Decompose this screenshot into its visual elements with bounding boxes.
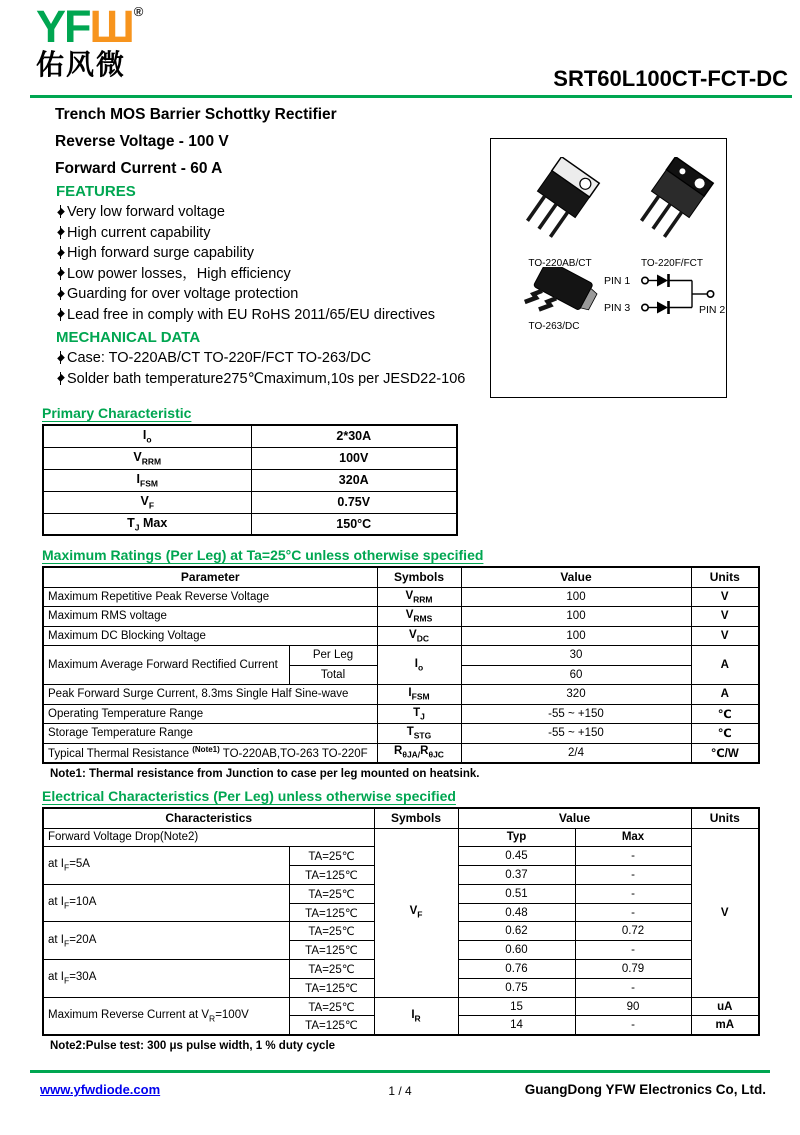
ta-cell: TA=25℃	[289, 847, 374, 866]
sym-base: V	[409, 905, 418, 918]
sym-sub: F	[148, 500, 155, 511]
units-cell: A	[691, 646, 759, 685]
units-cell: V	[691, 828, 759, 997]
typ-cell: 0.75	[458, 978, 575, 997]
value-cell: 100	[461, 607, 691, 627]
sym-base: T	[406, 726, 414, 739]
value-cell: 320A	[251, 469, 457, 491]
pin2-terminal	[707, 291, 713, 297]
symbol-cell	[43, 447, 251, 469]
note1-text: Note1: Thermal resistance from Junction to case per leg mounted on heatsink.	[50, 767, 480, 780]
ta-cell: TA=125℃	[289, 866, 374, 885]
typ-cell: 15	[458, 997, 575, 1016]
label-after: =100V	[215, 1008, 249, 1021]
list-item	[56, 305, 496, 326]
condition-cell	[43, 847, 289, 885]
symbol-cell	[377, 587, 461, 607]
max-cell: -	[575, 884, 691, 903]
sym-sub: J	[420, 710, 425, 721]
list-item	[56, 264, 496, 285]
table-row	[43, 607, 759, 627]
cond-after: =5A	[69, 858, 90, 871]
symbol-cell	[43, 469, 251, 491]
intro-section	[55, 106, 337, 187]
symbol-cell	[377, 646, 461, 685]
cond-sub: F	[63, 975, 70, 986]
value-cell: -55 ~ +150	[461, 704, 691, 724]
sym-sub: θJC	[428, 749, 444, 760]
part-number-title: SRT60L100CT-FCT-DC	[553, 66, 788, 91]
value-header: Value	[461, 567, 691, 587]
to-263-package-image	[505, 267, 615, 329]
reverse-voltage-line: Reverse Voltage - 100 V	[55, 133, 229, 150]
symbol-cell	[43, 513, 251, 535]
max-cell: -	[575, 941, 691, 960]
typ-subheader: Typ	[458, 828, 575, 847]
pin1-terminal	[642, 277, 648, 283]
sym-sub: FSM	[411, 691, 430, 702]
sym-sub: FSM	[140, 478, 158, 489]
ta-cell: TA=125℃	[289, 941, 374, 960]
condition-cell: Per Leg	[289, 646, 377, 666]
package-diagram-box	[490, 138, 727, 398]
max-cell: -	[575, 1016, 691, 1035]
table-row	[43, 425, 457, 447]
cond-sub: F	[63, 900, 70, 911]
table-row	[43, 513, 457, 535]
diamond-bullet-icon	[56, 246, 65, 259]
list-item	[56, 243, 496, 264]
units-cell: ℃	[691, 704, 759, 724]
table-row	[43, 743, 759, 763]
symbol-cell	[377, 607, 461, 627]
diamond-bullet-icon	[56, 372, 65, 385]
parameter-cell	[43, 743, 377, 763]
symbol-cell	[43, 491, 251, 513]
value-cell: 320	[461, 685, 691, 705]
table-row	[43, 704, 759, 724]
sym-base: T	[127, 515, 135, 530]
sym-sub: RRM	[413, 593, 433, 604]
max-cell: 0.79	[575, 960, 691, 979]
symbols-header: Symbols	[377, 567, 461, 587]
pin3-label: PIN 3	[604, 302, 631, 314]
feature-text: Lead free in comply with EU RoHS 2011/65/EU directives	[67, 306, 436, 323]
table-row	[43, 626, 759, 646]
sym-sub: RRM	[141, 456, 162, 467]
note-ref: (Note1)	[192, 745, 220, 755]
condition-cell	[43, 922, 289, 960]
table-row	[43, 587, 759, 607]
registered-trademark-icon: ®	[133, 4, 144, 19]
table-row	[43, 997, 759, 1016]
value-cell: 0.75V	[251, 491, 457, 513]
diamond-bullet-icon	[56, 205, 65, 218]
forward-current-line: Forward Current - 60 A	[55, 160, 223, 177]
electrical-characteristics-section	[42, 788, 762, 1052]
sym-sub: o	[418, 662, 424, 673]
value-cell: 100V	[251, 447, 457, 469]
sym-base: I	[142, 428, 147, 442]
mechanical-data-title: MECHANICAL DATA	[56, 329, 201, 346]
features-list	[56, 202, 496, 325]
cond-sub: F	[63, 937, 70, 948]
parameter-cell: Maximum DC Blocking Voltage	[43, 626, 377, 646]
max-cell: -	[575, 978, 691, 997]
mechanical-list	[56, 348, 496, 389]
company-logo	[36, 1, 144, 80]
diamond-bullet-icon	[56, 351, 65, 364]
typ-cell: 0.48	[458, 903, 575, 922]
cond-after: =30A	[69, 971, 97, 984]
label-base: Maximum Reverse Current at V	[48, 1008, 210, 1021]
to-220ab-label: TO-220AB/CT	[528, 258, 592, 269]
ta-cell: TA=25℃	[289, 922, 374, 941]
feature-text: Guarding for over voltage protection	[67, 286, 299, 302]
to-263-label: TO-263/DC	[528, 321, 580, 332]
table-row	[43, 724, 759, 744]
typ-cell: 0.62	[458, 922, 575, 941]
typ-cell: 0.51	[458, 884, 575, 903]
typ-cell: 0.45	[458, 847, 575, 866]
diamond-bullet-icon	[56, 226, 65, 239]
sym-base: V	[405, 589, 414, 602]
pin3-terminal	[642, 304, 648, 310]
logo-w-glyph: Ш	[89, 1, 133, 52]
list-item	[56, 223, 496, 244]
value-cell: 2/4	[461, 743, 691, 763]
cond-base: at I	[48, 896, 64, 909]
units-cell: mA	[691, 1016, 759, 1035]
maximum-ratings-table	[42, 566, 760, 764]
typ-cell: 0.76	[458, 960, 575, 979]
diamond-bullet-icon	[56, 267, 65, 280]
mechanical-data-section	[56, 329, 496, 389]
parameter-cell: Maximum Average Forward Rectified Current	[43, 646, 289, 685]
symbol-cell	[377, 685, 461, 705]
diamond-bullet-icon	[56, 287, 65, 300]
list-item	[56, 284, 496, 305]
table-row	[43, 685, 759, 705]
value-cell: 60	[461, 665, 691, 685]
table-row	[43, 447, 457, 469]
value-cell: 2*30A	[251, 425, 457, 447]
units-cell: uA	[691, 997, 759, 1016]
to-220f-label: TO-220F/FCT	[640, 258, 704, 269]
website-link[interactable]: www.yfwdiode.com	[40, 1082, 161, 1097]
value-cell: 150°C	[251, 513, 457, 535]
max-cell: 90	[575, 997, 691, 1016]
table-header-row	[43, 567, 759, 587]
diode1-icon	[657, 275, 668, 287]
logo-yf-text: YF	[36, 1, 90, 52]
parameter-cell: Peak Forward Surge Current, 8.3ms Single Half Sine-wave	[43, 685, 377, 705]
electrical-characteristics-table	[42, 807, 760, 1036]
units-cell: V	[691, 607, 759, 627]
pin2-label: PIN 2	[699, 304, 725, 316]
param-text: Typical Thermal Resistance	[48, 747, 193, 760]
parameter-header: Parameter	[43, 567, 377, 587]
pin-configuration-schematic	[603, 269, 725, 327]
max-cell: 0.72	[575, 922, 691, 941]
list-item	[56, 202, 496, 223]
symbol-cell	[43, 425, 251, 447]
sym-sub: o	[146, 434, 152, 445]
units-cell: ℃	[691, 724, 759, 744]
value-cell: 100	[461, 626, 691, 646]
parameter-cell: Maximum Repetitive Peak Reverse Voltage	[43, 587, 377, 607]
parameter-cell: Operating Temperature Range	[43, 704, 377, 724]
sym-base: I	[136, 471, 141, 486]
mechanical-text: Case: TO-220AB/CT TO-220F/FCT TO-263/DC	[67, 350, 372, 366]
list-item	[56, 369, 496, 390]
sym-base: V	[133, 449, 142, 464]
symbol-cell	[374, 997, 458, 1035]
sym-sub: STG	[413, 730, 432, 741]
header-divider	[30, 95, 792, 98]
characteristic-cell: Forward Voltage Drop(Note2)	[43, 828, 374, 847]
footer-divider	[30, 1070, 770, 1073]
sym-sub: J	[134, 522, 140, 532]
cond-base: at I	[48, 933, 64, 946]
sym-base: I	[414, 657, 418, 670]
units-cell: A	[691, 685, 759, 705]
sym-base: R	[420, 745, 429, 758]
param-text: TO-220AB,TO-263 TO-220F	[219, 747, 368, 760]
condition-cell	[43, 884, 289, 922]
max-subheader: Max	[575, 828, 691, 847]
max-cell: -	[575, 903, 691, 922]
units-cell: V	[691, 626, 759, 646]
cond-after: =10A	[69, 896, 97, 909]
ta-cell: TA=125℃	[289, 903, 374, 922]
primary-characteristic-section	[42, 405, 458, 536]
logo-wordmark	[36, 1, 144, 52]
note2-text: Note2:Pulse test: 300 μs pulse width, 1 % duty cycle	[50, 1039, 336, 1052]
product-title: Trench MOS Barrier Schottky Rectifier	[55, 106, 337, 123]
to-220ab-package-image	[499, 157, 611, 259]
company-name: GuangDong YFW Electronics Co, Ltd.	[524, 1082, 766, 1097]
feature-text: High current capability	[67, 224, 211, 241]
ta-cell: TA=25℃	[289, 960, 374, 979]
sym-after: Max	[139, 515, 168, 530]
symbols-header: Symbols	[374, 808, 458, 828]
ta-cell: TA=125℃	[289, 978, 374, 997]
value-cell: -55 ~ +150	[461, 724, 691, 744]
cond-base: at I	[48, 971, 64, 984]
sym-sub: DC	[416, 632, 429, 643]
label-sub: R	[209, 1012, 216, 1023]
feature-text: High forward surge capability	[67, 245, 254, 261]
pin1-label: PIN 1	[604, 275, 631, 287]
symbol-cell	[377, 724, 461, 744]
sym-base: T	[413, 706, 421, 719]
cond-after: =20A	[69, 933, 97, 946]
sym-base: V	[405, 609, 414, 622]
feature-text: Very low forward voltage	[67, 204, 225, 220]
cond-sub: F	[63, 862, 70, 873]
ta-cell: TA=125℃	[289, 1016, 374, 1035]
typ-cell: 0.37	[458, 866, 575, 885]
typ-cell: 14	[458, 1016, 575, 1035]
mechanical-text: Solder bath temperature275℃maximum,10s per JESD22-106	[67, 370, 466, 387]
characteristics-header: Characteristics	[43, 808, 374, 828]
sym-base: R	[394, 745, 403, 758]
units-header: Units	[691, 808, 759, 828]
sym-sub: RMS	[413, 613, 433, 624]
units-cell: ℃/W	[691, 743, 759, 763]
parameter-cell: Maximum RMS voltage	[43, 607, 377, 627]
sym-base: V	[140, 493, 149, 508]
value-header: Value	[458, 808, 691, 828]
parameter-cell: Storage Temperature Range	[43, 724, 377, 744]
maximum-ratings-section	[42, 547, 762, 780]
sym-sub: R	[414, 1012, 421, 1023]
sym-base: I	[408, 687, 412, 700]
features-title: FEATURES	[56, 183, 136, 200]
feature-text: Low power losses，High efficiency	[67, 265, 291, 282]
primary-characteristic-title: Primary Characteristic	[42, 405, 192, 421]
electrical-characteristics-title: Electrical Characteristics (Per Leg) unless otherwise specified	[42, 788, 456, 804]
ta-cell: TA=25℃	[289, 884, 374, 903]
units-header: Units	[691, 567, 759, 587]
table-row	[43, 491, 457, 513]
table-header-row	[43, 808, 759, 828]
symbol-cell	[377, 743, 461, 763]
diode2-icon	[657, 302, 668, 314]
value-cell: 100	[461, 587, 691, 607]
page-number: 1 / 4	[388, 1084, 412, 1098]
symbol-cell	[377, 626, 461, 646]
footer	[0, 1082, 800, 1102]
list-item	[56, 348, 496, 369]
table-row	[43, 828, 759, 847]
sym-sub: F	[417, 909, 423, 920]
symbol-cell	[374, 828, 458, 997]
typ-cell: 0.60	[458, 941, 575, 960]
to-220f-package-image	[613, 157, 725, 259]
primary-characteristic-table	[42, 424, 458, 536]
symbol-cell	[377, 704, 461, 724]
ta-cell: TA=25℃	[289, 997, 374, 1016]
max-cell: -	[575, 866, 691, 885]
sym-base: I	[411, 1008, 415, 1021]
table-row	[43, 646, 759, 666]
units-cell: V	[691, 587, 759, 607]
sym-sub: θJA/	[402, 749, 421, 760]
sym-base: V	[409, 628, 417, 641]
maximum-ratings-title: Maximum Ratings (Per Leg) at Ta=25°C unless otherwise specified	[42, 547, 484, 563]
features-section	[56, 183, 496, 325]
condition-cell: Total	[289, 665, 377, 685]
cond-base: at I	[48, 858, 64, 871]
characteristic-cell	[43, 997, 289, 1035]
table-row	[43, 469, 457, 491]
logo-chinese-name: 佑风微	[36, 49, 127, 80]
max-cell: -	[575, 847, 691, 866]
condition-cell	[43, 960, 289, 998]
diamond-bullet-icon	[56, 308, 65, 321]
value-cell: 30	[461, 646, 691, 666]
